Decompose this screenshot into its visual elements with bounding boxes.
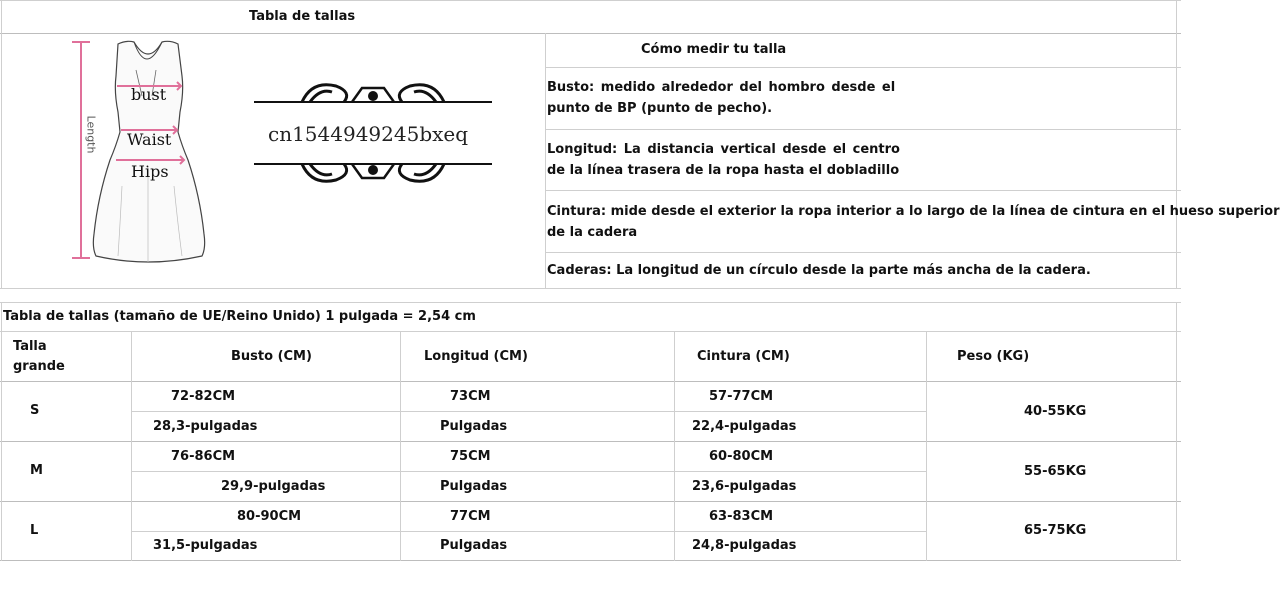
table-bottom-border [0,560,1181,561]
waist-in-cell: 22,4-pulgadas [692,419,797,434]
waist-cm-cell: 57-77CM [709,389,774,404]
bust-cm-cell: 76-86CM [171,449,236,464]
col-line [926,331,927,561]
waist-in-cell: 23,6-pulgadas [692,479,797,494]
weight-cell: 55-65KG [1024,464,1087,479]
title-divider [0,33,1181,34]
weight-cell: 40-55KG [1024,404,1087,419]
guide-hips-line1: Caderas: La longitud de un círculo desde la parte más ancha de la cadera. [547,263,1091,278]
bust-cm-cell: 72-82CM [171,389,236,404]
col-line [674,331,675,561]
page-title: Tabla de tallas [249,9,356,24]
guide-length-line1: Longitud: La distancia vertical desde el centro [547,142,900,157]
waist-cm-cell: 63-83CM [709,509,774,524]
row-subline [131,531,926,532]
header-waist: Cintura (CM) [697,349,790,364]
length-in-cell: Pulgadas [440,479,508,494]
guide-row-line [545,252,1181,253]
caption-divider [0,331,1181,332]
guide-row-line [545,190,1181,191]
top-border [0,0,1181,1]
length-label: Length [84,115,98,154]
length-in-cell: Pulgadas [440,419,508,434]
length-cm-cell: 73CM [450,389,491,404]
size-cell: S [30,403,40,418]
header-size-line1: Talla [13,339,47,354]
row-subline [131,411,926,412]
size-cell: L [30,523,39,538]
length-cm-cell: 75CM [450,449,491,464]
bust-in-cell: 31,5-pulgadas [153,538,258,553]
header-size-line2: grande [13,359,65,374]
size-cell: M [30,463,43,478]
top-bottom-border [0,288,1181,289]
col-line [400,331,401,561]
guide-waist-line2: de la cadera [547,225,638,240]
header-weight: Peso (KG) [957,349,1030,364]
waist-label: Waist [127,130,172,149]
hips-label: Hips [131,162,169,181]
watermark-text: cn1544949245bxeq [268,122,469,146]
row-subline [131,471,926,472]
table-left-border [1,302,2,561]
header-length: Longitud (CM) [424,349,528,364]
row-line [0,501,1181,502]
bust-cm-cell: 80-90CM [237,509,302,524]
guide-length-line2: de la línea trasera de la ropa hasta el dobladillo [547,163,900,178]
length-cm-cell: 77CM [450,509,491,524]
dress-outline-icon [93,41,204,262]
guide-row-line [545,67,1181,68]
header-divider [0,381,1181,382]
waist-in-cell: 24,8-pulgadas [692,538,797,553]
guide-title: Cómo medir tu talla [641,42,787,57]
weight-cell: 65-75KG [1024,523,1087,538]
bust-in-cell: 28,3-pulgadas [153,419,258,434]
table-right-border [1176,302,1177,561]
table-caption: Tabla de tallas (tamaño de UE/Reino Unido) 1 pulgada = 2,54 cm [3,309,476,324]
guide-bust-line2: punto de BP (punto de pecho). [547,101,773,116]
row-line [0,441,1181,442]
table-top-border [0,302,1181,303]
guide-row-line [545,129,1181,130]
header-bust: Busto (CM) [231,349,312,364]
ornament-top-icon [252,78,494,116]
guide-bust-line1: Busto: medido alrededor del hombro desde el [547,80,896,95]
bust-in-cell: 29,9-pulgadas [221,479,326,494]
length-in-cell: Pulgadas [440,538,508,553]
right-border [1176,0,1177,289]
guide-divider [545,33,546,289]
col-line [131,331,132,561]
ornament-bottom-icon [252,152,494,190]
waist-cm-cell: 60-80CM [709,449,774,464]
header-size [13,337,65,377]
bust-label: bust [131,85,167,104]
left-border [1,0,2,289]
guide-waist-line1: Cintura: mide desde el exterior la ropa interior a lo largo de la línea de cintura en el hueso superior [547,204,1280,219]
